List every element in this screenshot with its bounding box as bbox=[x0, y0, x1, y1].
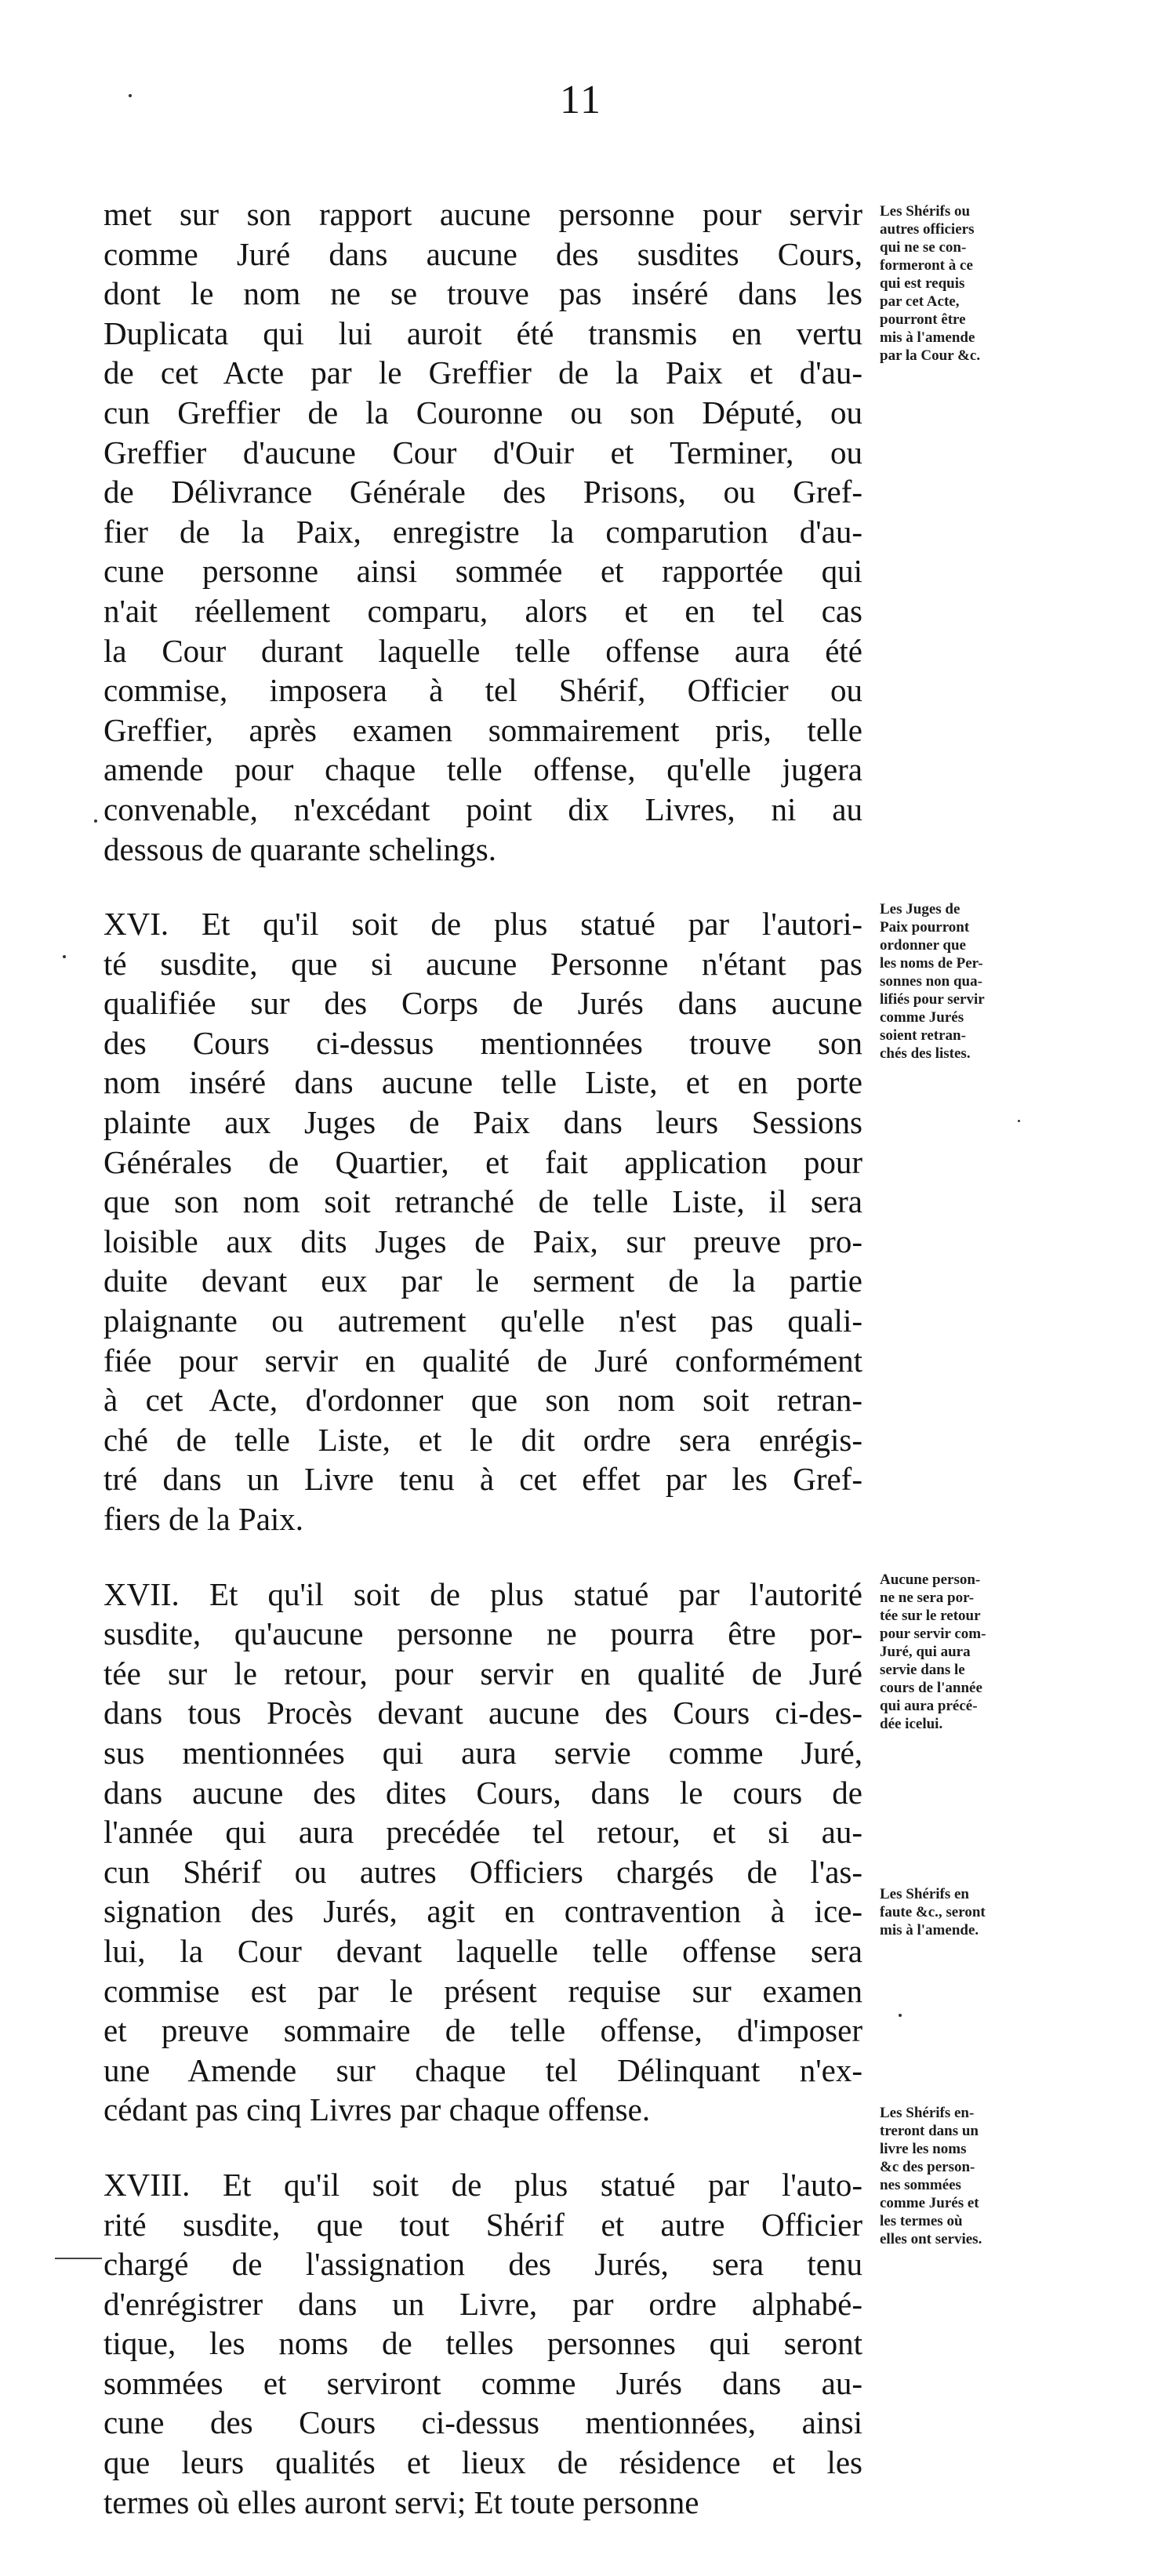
text-line: ché de telle Liste, et le dit ordre sera enrégis- bbox=[103, 1421, 862, 1458]
margin-note-line: faute &c., seront bbox=[880, 1904, 986, 1920]
text-line: XVII. Et qu'il soit de plus statué par l'autorité bbox=[103, 1575, 862, 1612]
text-line: Duplicata qui lui auroit été transmis en vertu bbox=[103, 314, 862, 351]
margin-note-line: servie dans le bbox=[880, 1662, 965, 1678]
text-line: loisible aux dits Juges de Paix, sur preuve pro- bbox=[103, 1223, 862, 1259]
margin-note-line: pour servir com- bbox=[880, 1626, 986, 1642]
text-line: commise, imposera à tel Shérif, Officier ou bbox=[103, 672, 862, 709]
print-speck bbox=[1018, 1120, 1020, 1122]
text-line: fier de la Paix, enregistre la comparution d'au- bbox=[103, 513, 862, 550]
body-column bbox=[103, 194, 862, 2557]
text-line: plainte aux Juges de Paix dans leurs Sessions bbox=[103, 1104, 862, 1141]
text-line: chargé de l'assignation des Jurés, sera tenu bbox=[103, 2246, 862, 2283]
text-line: plaignante ou autrement qu'elle n'est pas quali- bbox=[103, 1303, 862, 1339]
margin-note-line: ordonner que bbox=[880, 937, 966, 954]
text-line: Générales de Quartier, et fait application pour bbox=[103, 1143, 862, 1180]
margin-note-sherifs-amende bbox=[880, 1885, 1056, 1939]
margin-note-line: nes sommées bbox=[880, 2177, 961, 2193]
text-line: à cet Acte, d'ordonner que son nom soit retran- bbox=[103, 1382, 862, 1419]
margin-note-line: ne ne sera por- bbox=[880, 1590, 975, 1606]
text-line: tée sur le retour, pour servir en qualité de Juré bbox=[103, 1655, 862, 1691]
margin-note-line: treront dans un bbox=[880, 2123, 979, 2139]
margin-note-line: les noms de Per- bbox=[880, 955, 983, 972]
paragraph-xvii bbox=[103, 1575, 862, 2130]
margin-note-line: Juré, qui aura bbox=[880, 1644, 971, 1660]
margin-note-line: qui est requis bbox=[880, 275, 965, 292]
text-line: sus mentionnées qui aura servie comme Juré, bbox=[103, 1734, 862, 1771]
margin-note-line: Les Juges de bbox=[880, 901, 960, 917]
text-line: tré dans un Livre tenu à cet effet par les Gref- bbox=[103, 1461, 862, 1498]
margin-note-line: les termes où bbox=[880, 2213, 963, 2229]
text-line: fiers de la Paix. bbox=[103, 1501, 304, 1537]
text-line: que leurs qualités et lieux de résidence et les bbox=[103, 2444, 862, 2481]
margin-note-line: par la Cour &c. bbox=[880, 347, 981, 364]
margin-note-line: livre les noms bbox=[880, 2141, 967, 2157]
margin-note-line: autres officiers bbox=[880, 221, 975, 238]
text-line: XVI. Et qu'il soit de plus statué par l'autori- bbox=[103, 906, 862, 943]
print-speck bbox=[55, 2258, 102, 2259]
text-line: et preuve sommaire de telle offense, d'imposer bbox=[103, 2012, 862, 2049]
text-line: convenable, n'excédant point dix Livres, ni au bbox=[103, 790, 862, 827]
print-speck bbox=[129, 94, 132, 97]
text-line: tique, les noms de telles personnes qui seront bbox=[103, 2325, 862, 2362]
print-speck bbox=[899, 2014, 902, 2017]
text-line: cédant pas cinq Livres par chaque offense. bbox=[103, 2091, 651, 2128]
text-line: l'année qui aura precédée tel retour, et si au- bbox=[103, 1814, 862, 1851]
text-line: amende pour chaque telle offense, qu'elle jugera bbox=[103, 751, 862, 788]
text-line: cune personne ainsi sommée et rapportée qui bbox=[103, 553, 862, 590]
text-line: dans tous Procès devant aucune des Cours ci-des- bbox=[103, 1695, 862, 1731]
margin-note-line: comme Jurés et bbox=[880, 2195, 979, 2211]
text-line: nom inséré dans aucune telle Liste, et en porte bbox=[103, 1064, 862, 1101]
text-line: la Cour durant laquelle telle offense aura été bbox=[103, 632, 862, 669]
text-line: lui, la Cour devant laquelle telle offense sera bbox=[103, 1932, 862, 1969]
margin-note-line: elles ont servies. bbox=[880, 2231, 982, 2247]
margin-note-sherifs-officiers bbox=[880, 202, 1056, 365]
text-line: XVIII. Et qu'il soit de plus statué par l'auto- bbox=[103, 2166, 862, 2203]
margin-note-line: formeront à ce bbox=[880, 257, 973, 274]
margin-note-line: mis à l'amende bbox=[880, 329, 975, 346]
margin-note-juges-paix bbox=[880, 900, 1056, 1063]
text-line: signation des Jurés, agit en contravention à ice- bbox=[103, 1893, 862, 1930]
text-line: qualifiée sur des Corps de Jurés dans aucune bbox=[103, 985, 862, 1022]
text-line: de Délivrance Générale des Prisons, ou Gref- bbox=[103, 474, 862, 510]
text-line: té susdite, que si aucune Personne n'étant pas bbox=[103, 945, 862, 982]
margin-note-line: chés des listes. bbox=[880, 1045, 971, 1062]
page-number: 11 bbox=[559, 78, 603, 122]
margin-note-line: Les Shérifs en- bbox=[880, 2105, 975, 2121]
margin-note-line: Les Shérifs ou bbox=[880, 203, 971, 220]
text-line: dont le nom ne se trouve pas inséré dans les bbox=[103, 275, 862, 312]
text-line: rité susdite, que tout Shérif et autre Officier bbox=[103, 2206, 862, 2243]
paragraph-xviii bbox=[103, 2165, 862, 2522]
margin-note-line: tée sur le retour bbox=[880, 1608, 981, 1624]
text-line: n'ait réellement comparu, alors et en tel cas bbox=[103, 592, 862, 629]
text-line: d'enrégistrer dans un Livre, par ordre alphabé- bbox=[103, 2285, 862, 2322]
margin-note-line: dée icelui. bbox=[880, 1716, 943, 1732]
text-line: que son nom soit retranché de telle Liste, il sera bbox=[103, 1183, 862, 1220]
margin-note-line: Les Shérifs en bbox=[880, 1886, 969, 1902]
text-line: cun Shérif ou autres Officiers chargés de l'as- bbox=[103, 1853, 862, 1890]
text-line: fiée pour servir en qualité de Juré conformément bbox=[103, 1342, 862, 1379]
margin-note-line: pourront être bbox=[880, 311, 966, 328]
text-line: une Amende sur chaque tel Délinquant n'ex- bbox=[103, 2051, 862, 2088]
text-line: comme Juré dans aucune des susdites Cours, bbox=[103, 235, 862, 272]
text-line: dans aucune des dites Cours, dans le cours de bbox=[103, 1774, 862, 1811]
text-line: susdite, qu'aucune personne ne pourra être por- bbox=[103, 1615, 862, 1652]
margin-note-line: comme Jurés bbox=[880, 1009, 964, 1026]
margin-note-line: &c des person- bbox=[880, 2159, 975, 2175]
text-line: Greffier, après examen sommairement pris, telle bbox=[103, 711, 862, 748]
text-line: met sur son rapport aucune personne pour servir bbox=[103, 196, 862, 232]
margin-note-line: Aucune person- bbox=[880, 1571, 981, 1588]
text-line: termes où elles auront servi; Et toute personne bbox=[103, 2483, 699, 2520]
paragraph-continuation bbox=[103, 194, 862, 869]
text-line: dessous de quarante schelings. bbox=[103, 830, 496, 867]
print-speck bbox=[94, 819, 97, 823]
text-line: duite devant eux par le serment de la partie bbox=[103, 1263, 862, 1299]
text-line: de cet Acte par le Greffier de la Paix et d'au- bbox=[103, 354, 862, 391]
margin-note-line: lifiés pour servir bbox=[880, 991, 985, 1008]
text-line: des Cours ci-dessus mentionnées trouve son bbox=[103, 1024, 862, 1061]
print-speck bbox=[63, 955, 66, 958]
margin-note-line: sonnes non qua- bbox=[880, 973, 982, 990]
text-line: commise est par le présent requise sur examen bbox=[103, 1972, 862, 2009]
margin-note-sherifs-livre bbox=[880, 2104, 1056, 2248]
margin-note-aucune-personne bbox=[880, 1571, 1056, 1733]
margin-note-line: soient retran- bbox=[880, 1027, 966, 1044]
margin-note-line: qui ne se con- bbox=[880, 239, 967, 256]
text-line: cun Greffier de la Couronne ou son Député, ou bbox=[103, 394, 862, 431]
margin-note-line: Paix pourront bbox=[880, 919, 970, 936]
margin-note-line: qui aura précé- bbox=[880, 1698, 978, 1714]
margin-note-line: mis à l'amende. bbox=[880, 1922, 979, 1938]
text-line: cune des Cours ci-dessus mentionnées, ainsi bbox=[103, 2404, 862, 2441]
text-line: sommées et serviront comme Jurés dans au- bbox=[103, 2364, 862, 2401]
paragraph-xvi bbox=[103, 904, 862, 1539]
margin-note-line: par cet Acte, bbox=[880, 293, 960, 310]
text-line: Greffier d'aucune Cour d'Ouir et Terminer, ou bbox=[103, 434, 862, 471]
margin-note-line: cours de l'année bbox=[880, 1680, 982, 1696]
